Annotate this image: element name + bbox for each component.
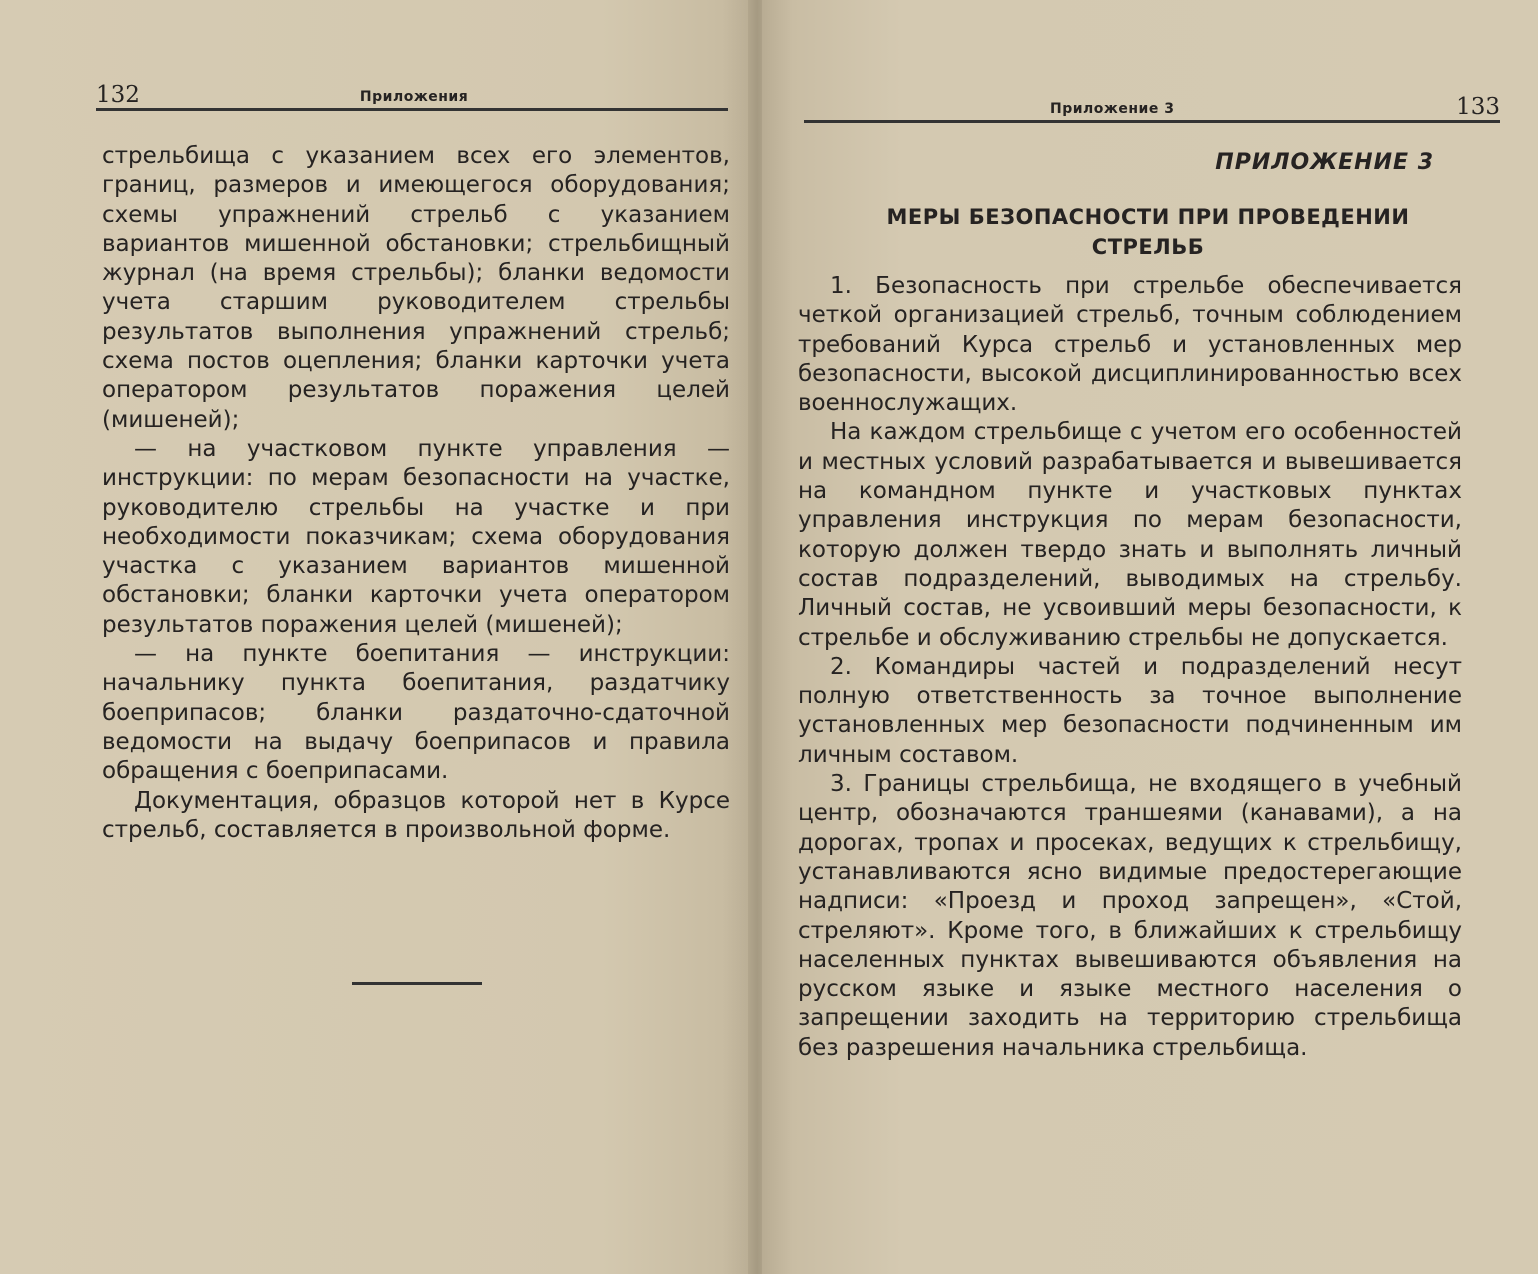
left-running-header	[96, 80, 728, 111]
left-running-head-title: Приложения	[359, 89, 469, 105]
appendix-label: ПРИЛОЖЕНИЕ 3	[1215, 150, 1434, 175]
left-page	[0, 0, 752, 1274]
right-paragraph-3: 2. Командиры частей и подразделений несут полную ответственность за точное выполнение установленных мер безопасности подчиненным им личным составом.	[798, 653, 1462, 768]
section-title-line-2: СТРЕЛЬБ	[1091, 235, 1205, 259]
right-page-number: 133	[1456, 94, 1500, 120]
right-paragraph-2: На каждом стрельбище с учетом его особенностей и местных условий разрабатывается и вывешивается на командном пункте и участковых пунктах управления инструкция по мерам безопасности, которую должен твердо знать и выполнять личный состав подразделений, выводимых на стрельбу. Личный состав, не усвоивший меры безопасности, к стрельбе и обслуживанию стрельбы не допускается.	[798, 419, 1462, 651]
left-paragraph-2: — на участковом пункте управления — инструкции: по мерам безопасности на участке, руководителю стрельбы на участке и при необходимости показчикам; схема оборудования участка с указанием вариантов мишенной обстановки; бланки карточки учета оператором результатов поражения целей (мишеней);	[102, 435, 730, 638]
section-title-line-1: МЕРЫ БЕЗОПАСНОСТИ ПРИ ПРОВЕДЕНИИ	[886, 205, 1410, 229]
right-running-header	[804, 90, 1500, 123]
section-end-rule	[352, 982, 482, 985]
section-title	[798, 202, 1498, 262]
left-paragraph-4: Документация, образцов которой нет в Курсе стрельб, составляется в произвольной форме.	[102, 787, 730, 843]
right-running-head-title: Приложение 3	[1050, 101, 1175, 117]
left-paragraph-1: стрельбища с указанием всех его элементов, границ, размеров и имеющегося оборудования; схемы упражнений стрельб с указанием вариантов мишенной обстановки; стрельбищный журнал (на время стрельбы); бланки ведомости учета старшим руководителем стрельбы результатов выполнения упражнений стрельб; схема постов оцепления; бланки карточки учета оператором результатов поражения целей (мишеней);	[102, 143, 730, 433]
left-paragraph-3: — на пункте боепитания — инструкции: начальнику пункта боепитания, раздатчику боеприпасов; бланки раздаточно-сдаточной ведомости на выдачу боеприпасов и правила обращения с боеприпасами.	[102, 641, 730, 785]
right-paragraph-4: 3. Границы стрельбища, не входящего в учебный центр, обозначаются траншеями (канавами), а на дорогах, тропах и просеках, ведущих к стрельбищу, устанавливаются ясно видимые предостерегающие надписи: «Проезд и проход запрещен», «Стой, стреляют». Кроме того, в ближайших к стрельбищу населенных пунктах вывешиваются объявления на русском языке и языке местного населения о запрещении заходить на территорию стрельбища без разрешения начальника стрельбища.	[798, 771, 1462, 1061]
right-body-text	[798, 272, 1462, 1063]
right-paragraph-1: 1. Безопасность при стрельбе обеспечивается четкой организацией стрельб, точным соблюдением требований Курса стрельб и установленных мер безопасности, высокой дисциплинированностью всех военнослужащих.	[798, 273, 1462, 417]
right-page	[762, 0, 1538, 1274]
left-page-number: 132	[96, 82, 140, 108]
left-body-text	[102, 142, 730, 845]
